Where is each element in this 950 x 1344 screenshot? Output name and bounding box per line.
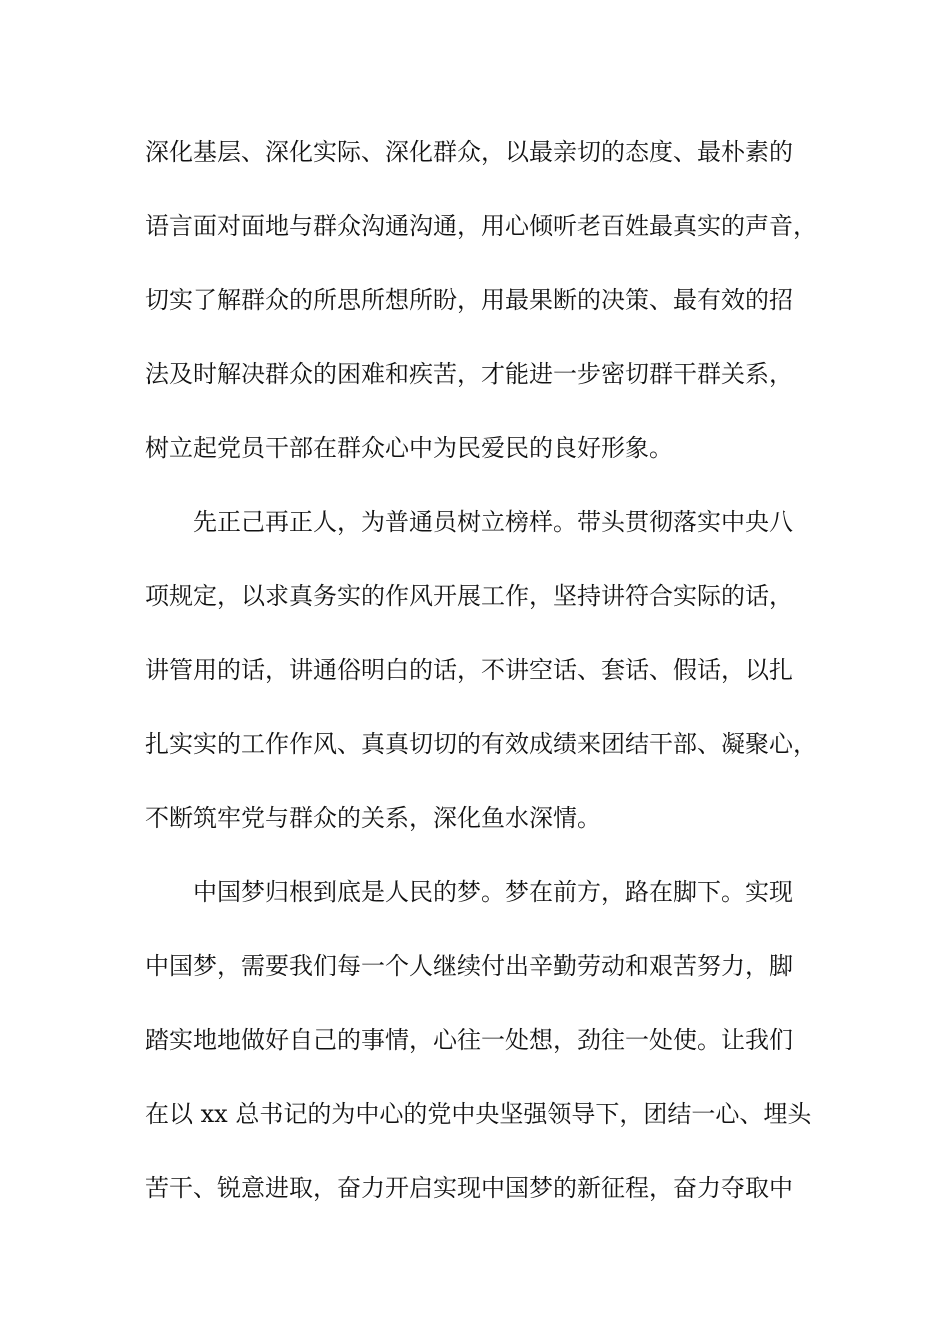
text-line: 踏实地地做好自己的事情，心往一处想，劲往一处使。让我们	[145, 1026, 793, 1054]
text-line: 苦干、锐意进取，奋力开启实现中国梦的新征程，奋力夺取中	[145, 1174, 793, 1202]
text-line: 树立起党员干部在群众心中为民爱民的良好形象。	[145, 434, 673, 462]
paragraph-start-line: 先正己再正人，为普通员树立榜样。带头贯彻落实中央八	[193, 508, 793, 536]
text-line: 项规定，以求真务实的作风开展工作，坚持讲符合实际的话，	[145, 582, 793, 610]
paragraph-start-line: 中国梦归根到底是人民的梦。梦在前方，路在脚下。实现	[193, 878, 793, 906]
text-line: 不断筑牢党与群众的关系，深化鱼水深情。	[145, 804, 601, 832]
text-line: 法及时解决群众的困难和疾苦，才能进一步密切群干群关系，	[145, 360, 793, 388]
text-line: 扎实实的工作作风、真真切切的有效成绩来团结干部、凝聚心，	[145, 730, 817, 758]
text-line: 讲管用的话，讲通俗明白的话，不讲空话、套话、假话，以扎	[145, 656, 793, 684]
text-line: 中国梦，需要我们每一个人继续付出辛勤劳动和艰苦努力，脚	[145, 952, 793, 980]
text-line: 切实了解群众的所思所想所盼，用最果断的决策、最有效的招	[145, 286, 793, 314]
text-line: 在以 xx 总书记的为中心的党中央坚强领导下，团结一心、埋头	[145, 1100, 812, 1128]
text-line: 语言面对面地与群众沟通沟通，用心倾听老百姓最真实的声音，	[145, 212, 817, 240]
text-line: 深化基层、深化实际、深化群众，以最亲切的态度、最朴素的	[145, 138, 793, 166]
